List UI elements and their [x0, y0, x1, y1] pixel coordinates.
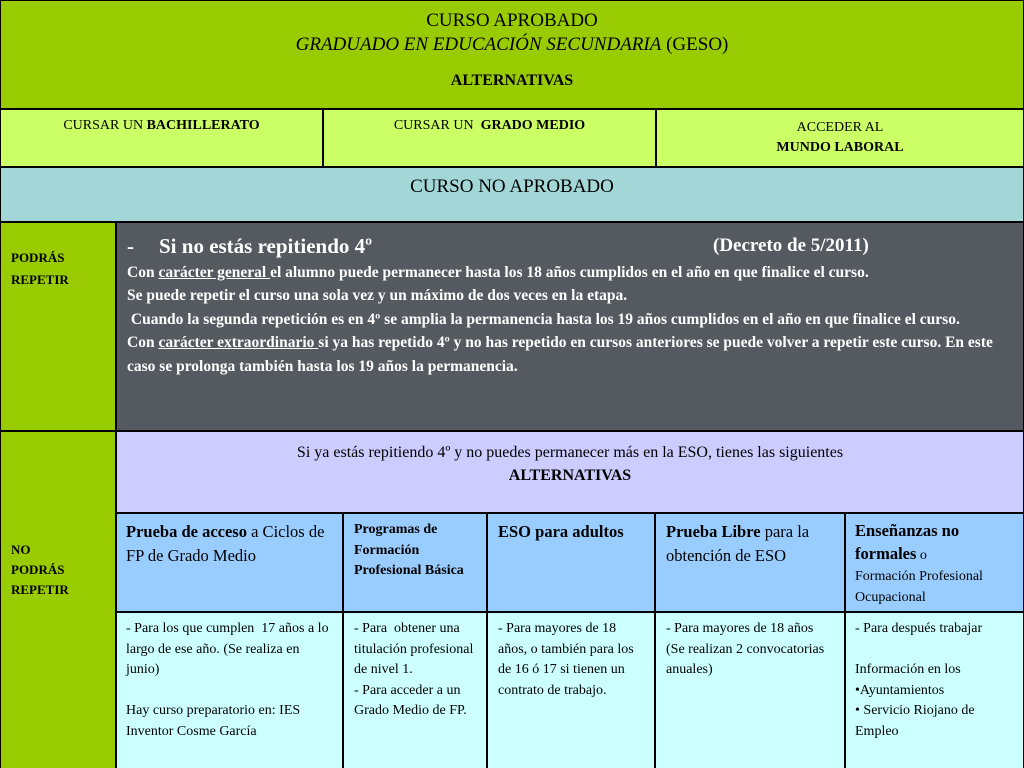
alt-head-ensenanzas-bold: Enseñanzas no formales [855, 521, 960, 563]
no-podras-intro [117, 432, 1023, 512]
option-mundo-laboral-line1: ACCEDER AL [796, 120, 884, 135]
podras-paragraph-2: Se puede repetir el curso una sola vez y un máximo de dos veces en la etapa. [127, 287, 628, 305]
alt-head-prueba-acceso-bold: Prueba de acceso [126, 522, 247, 541]
alt-head-prueba-acceso [117, 514, 342, 611]
no-aprobado-title: CURSO NO APROBADO [410, 176, 614, 197]
alt-body-ensenanzas-3: •Ayuntamientos [855, 682, 945, 698]
podras-paragraph-1 [127, 261, 1013, 284]
alt-body-ensenanzas-4: • Servicio Riojano de Empleo [855, 703, 975, 739]
alt-body-prueba-libre [656, 613, 844, 768]
alt-body-ensenanzas [846, 613, 1023, 768]
podras-p4-underline: carácter extraordinario [158, 334, 319, 352]
aprobado-title: CURSO APROBADO [426, 10, 598, 31]
podras-label-line1: PODRÁS [11, 250, 65, 265]
no-podras-label-line2: PODRÁS [11, 562, 65, 577]
alt-head-ensenanzas [846, 514, 1023, 611]
option-mundo-laboral-line2: MUNDO LABORAL [776, 140, 904, 155]
alt-head-prueba-libre [656, 514, 844, 611]
alt-head-prueba-acceso-rest: a Ciclos de FP de Grado Medio [126, 522, 325, 565]
aprobado-subtitle-italic: GRADUADO EN EDUCACIÓN SECUNDARIA [295, 34, 662, 55]
podras-p1-underline: carácter general [158, 264, 271, 281]
podras-p4-pre: Con [127, 334, 159, 352]
alt-body-ensenanzas-1: - Para después trabajar [855, 621, 983, 636]
option-bachillerato [1, 110, 322, 166]
alt-body-ensenanzas-2: Información en los [855, 662, 961, 677]
alt-body-fp-basica-2: - Para acceder a un Grado Medio de FP. [354, 682, 467, 718]
aprobado-subtitle [1, 33, 1023, 57]
option-bachillerato-prefix: CURSAR UN [63, 118, 147, 133]
no-podras-label-line1: NO [11, 542, 31, 557]
alt-head-ensenanzas-rest: Formación Profesional Ocupacional [855, 569, 983, 605]
podras-heading-row [127, 231, 1013, 261]
podras-label-cell [1, 223, 115, 430]
no-aprobado-header [1, 168, 1023, 221]
alt-body-fp-basica-1: - Para obtener una titulación profesional de nivel 1. [354, 621, 477, 677]
podras-paragraph-4 [127, 331, 1013, 378]
aprobado-alternativas: ALTERNATIVAS [450, 72, 574, 89]
alt-body-prueba-acceso-1: - Para los que cumplen 17 años a lo largo de ese año. (Se realiza en junio) [126, 621, 333, 677]
alt-head-eso-adultos-text: ESO para adultos [498, 522, 624, 541]
alt-head-prueba-libre-rest: para la obtención de ESO [666, 522, 810, 565]
podras-content [117, 223, 1023, 430]
no-podras-alternativas: ALTERNATIVAS [508, 467, 632, 484]
aprobado-header [1, 1, 1023, 108]
option-grado-medio [324, 110, 655, 166]
alt-head-eso-adultos [488, 514, 654, 611]
no-podras-label-cell [1, 432, 115, 768]
no-podras-label-line3: REPETIR [11, 582, 69, 597]
alt-head-fp-basica-text: Programas de Formación Profesional Básica [354, 522, 464, 578]
podras-p1-post: el alumno puede permanecer hasta los 18 años cumplidos en el año en que finalice el curso. [270, 264, 869, 281]
option-grado-medio-prefix: CURSAR UN [393, 118, 481, 133]
option-mundo-laboral [657, 110, 1023, 166]
option-grado-medio-bold: GRADO MEDIO [480, 118, 586, 133]
alt-head-fp-basica [344, 514, 486, 611]
podras-p1-pre: Con [127, 264, 159, 281]
alt-head-prueba-libre-bold: Prueba Libre [666, 522, 761, 541]
aprobado-subtitle-suffix: (GESO) [661, 34, 729, 55]
option-bachillerato-bold: BACHILLERATO [146, 118, 260, 133]
podras-paragraph-3: Cuando la segunda repetición es en 4º se amplia la permanencia hasta los 19 años cumplidos en el año en que finalice el curso. [127, 310, 960, 328]
alt-body-prueba-libre-1: - Para mayores de 18 años [666, 621, 814, 636]
alt-body-eso-adultos [488, 613, 654, 768]
podras-p4-post: si ya has repetido 4º y no has repetido en cursos anteriores se puede volver a repetir este curso. En este caso se prolonga también hasta los 19 años la permanencia. [127, 334, 993, 375]
alt-head-ensenanzas-o: o [916, 548, 927, 563]
alt-body-prueba-acceso-2: Hay curso preparatorio en: IES Inventor Cosme García [126, 703, 301, 739]
podras-decreto: (Decreto de 5/2011) [713, 235, 869, 256]
podras-heading-dash: - [127, 234, 134, 258]
alt-body-prueba-acceso [117, 613, 342, 768]
alt-body-prueba-libre-2: (Se realizan 2 convocatorias anuales) [666, 641, 825, 677]
podras-label-line2: REPETIR [11, 272, 69, 287]
alt-body-eso-adultos-1: - Para mayores de 18 años, o también para los de 16 ó 17 si tienen un contrato de trabajo. [498, 621, 634, 698]
alt-body-fp-basica [344, 613, 486, 768]
no-podras-intro-text: Si ya estás repitiendo 4º y no puedes permanecer más en la ESO, tienes las siguientes [296, 444, 844, 461]
podras-heading: Si no estás repitiendo 4º [159, 234, 373, 258]
